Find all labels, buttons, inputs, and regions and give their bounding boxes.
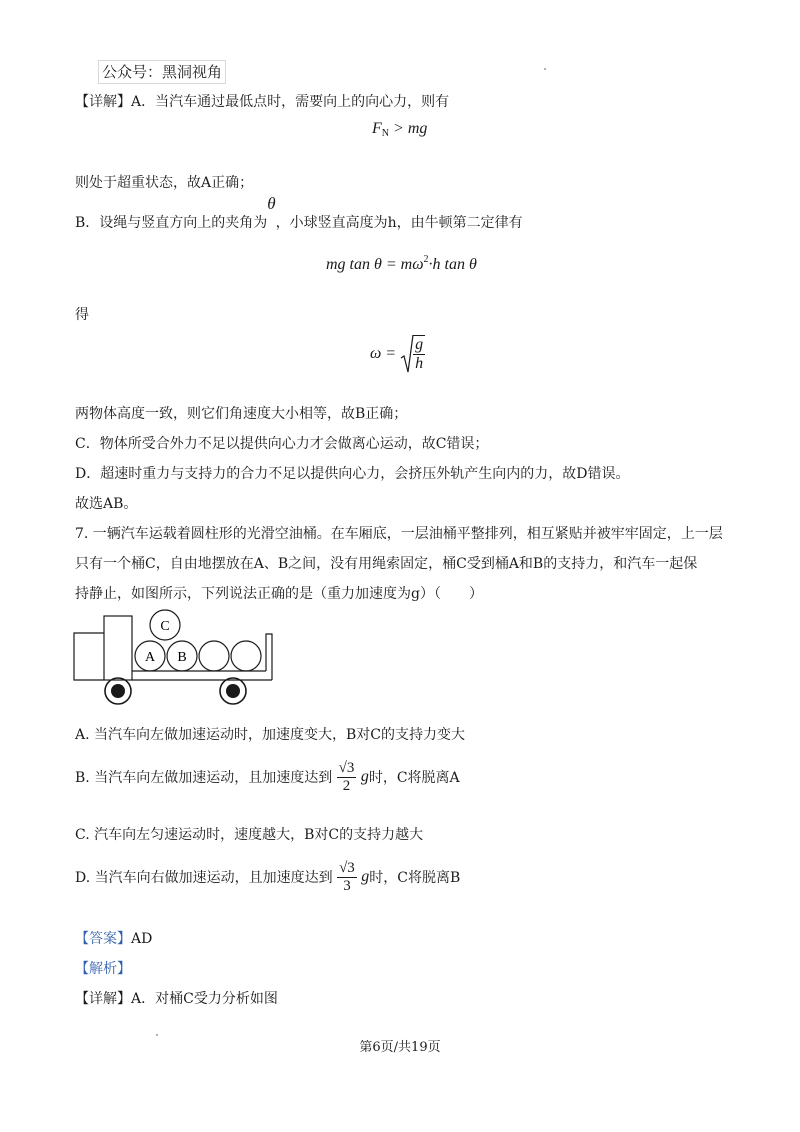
option-d-num: √3 [339,860,355,876]
equation-newton [326,254,477,274]
option-d-fraction [337,860,357,894]
eq2-b: ·h tan θ [428,256,477,273]
option-b [75,760,460,794]
option-b-fraction [337,760,357,794]
detail-c-line: 【详解】A．对桶C受力分析如图 [75,991,278,1007]
option-b-g: g [360,768,369,785]
choose-line: 故选AB。 [75,496,138,512]
barrel-5 [231,641,261,671]
truck-tailgate [266,634,272,680]
de-line: 得 [75,307,89,323]
eq3-num: g [415,336,424,354]
equation-omega [370,334,425,374]
speck [544,68,546,70]
option-d-den: 3 [343,877,351,894]
label-b: B [177,650,187,665]
analysis-tag: 【解析】 [75,961,131,977]
answer-value: AD [131,931,153,947]
eq1-right: > mg [389,120,428,137]
wheel-rear-hub [226,684,240,698]
option-d [75,860,460,894]
option-c: C. 汽车向左匀速运动时，速度越大，B对C的支持力越大 [75,827,424,843]
answer-tag: 【答案】 [75,931,131,947]
option-b-num: √3 [338,760,355,776]
truck-figure [72,608,282,708]
option-d-text-1: D. 当汽车向右做加速运动，且加速度达到 [75,870,333,886]
option-b-text-2: 时，C将脱离A [368,770,460,786]
b-setup-line [75,194,523,232]
label-a: A [144,650,156,665]
eq3-fraction [413,335,425,372]
eq2-sup: 2 [423,254,429,265]
overweight-line: 则处于超重状态，故A正确； [75,175,254,191]
eq3-lhs: ω = [370,345,397,362]
wheel-front-hub [111,684,125,698]
option-d-g: g [361,868,370,885]
eq3-den: h [415,355,424,372]
answer-line [75,928,152,948]
eq1-left: F [372,120,382,137]
barrel-4 [199,641,229,671]
q7-line-3: 持静止，如图所示，下列说法正确的是（重力加速度为g）（ ） [75,586,483,602]
q7-line-1: 7. 一辆汽车运载着圆柱形的光滑空油桶。在车厢底，一层油桶平整排列，相互紧贴并被牢牢固定，上一层 [75,526,723,542]
eq2-a: mg tan θ = mω [326,256,424,273]
option-b-text-1: B. 当汽车向左做加速运动，且加速度达到 [75,770,333,786]
theta-symbol: θ [267,194,276,213]
equation-normal-force [372,120,427,139]
q7-line-2: 只有一个桶C，自由地摆放在A、B之间，没有用绳索固定，桶C受到桶A和B的支持力，和汽车一起保 [75,556,698,572]
label-c: C [160,619,170,634]
b-text-1: B．设绳与竖直方向上的夹角为 [75,215,268,231]
d-line: D．超速时重力与支持力的合力不足以提供向心力，会挤压外轨产生向内的力，故D错误。 [75,466,630,482]
eq1-sub: N [381,128,390,139]
c-line: C．物体所受合外力不足以提供向心力才会做离心运动，故C错误； [75,436,489,452]
radical-sign-icon [400,334,414,374]
detail-a-line: 【详解】A．当汽车通过最低点时，需要向上的向心力，则有 [75,94,450,110]
option-b-den: 2 [342,777,351,794]
watermark: 公众号：黑洞视角 [98,60,226,84]
page-footer: 第6页/共19页 [359,1040,441,1055]
option-a: A. 当汽车向左做加速运动时，加速度变大，B对C的支持力变大 [75,727,466,743]
b-text-2: ，小球竖直高度为h，由牛顿第二定律有 [275,215,523,231]
option-d-text-2: 时，C将脱离B [369,870,461,886]
truck-cab-outline [74,633,104,680]
truck-cab-body [104,616,132,680]
same-height-line: 两物体高度一致，则它们角速度大小相等，故B正确； [75,406,408,422]
